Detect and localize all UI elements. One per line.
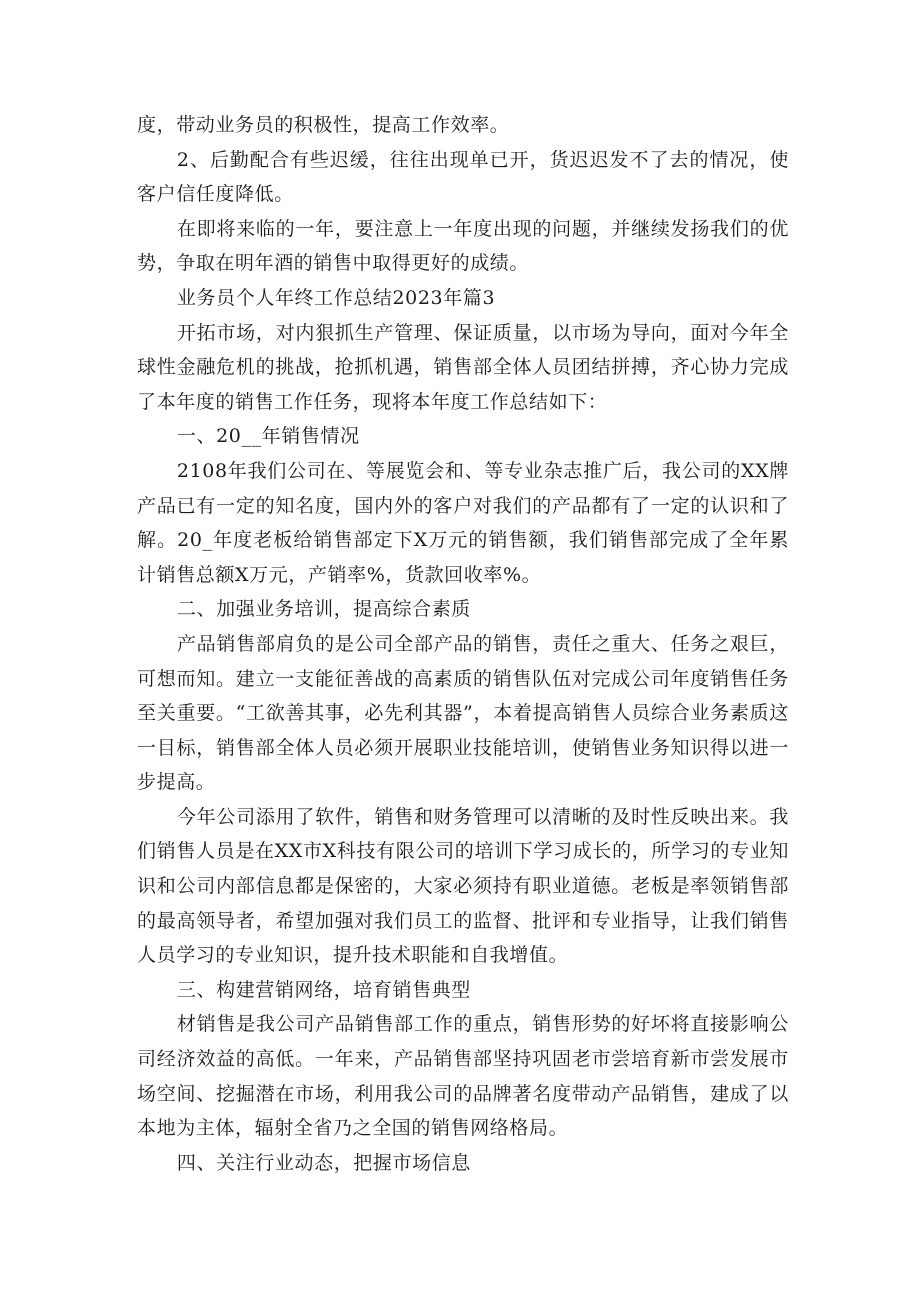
document-body bbox=[137, 108, 789, 1180]
paragraph-sales-status: 2108年我们公司在、等展览会和、等专业杂志推广后，我公司的XX牌产品已有一定的知名度，国内外的客户对我们的产品都有了一定的认识和了解。20_年度老板给销售部定下X万元的销售额，我们销售部完成了全年累计销售总额X万元，产销率%，货款回收率%。 bbox=[137, 459, 789, 586]
heading-network: 三、构建营销网络，培育销售典型 bbox=[176, 978, 471, 1001]
paragraph-logistics-issue: 2、后勤配合有些迟缓，往往出现单已开，货迟迟发不了去的情况，使客户信任度降低。 bbox=[137, 148, 789, 206]
paragraph-intro: 开拓市场，对内狠抓生产管理、保证质量，以市场为导向，面对今年全球性金融危机的挑战，抢抓机遇，销售部全体人员团结拼搏，齐心协力完成了本年度的销售工作任务，现将本年度工作总结如下： bbox=[137, 321, 789, 413]
paragraph-next-year: 在即将来临的一年，要注意上一年度出现的问题，并继续发扬我们的优势，争取在明年酒的销售中取得更好的成绩。 bbox=[137, 217, 789, 275]
paragraph-software: 今年公司添用了软件，销售和财务管理可以清晰的及时性反映出来。我们销售人员是在XX市X科技有限公司的培训下学习成长的，所学习的专业知识和公司内部信息都是保密的，大家必须持有职业道德。老板是率领销售部的最高领导者，希望加强对我们员工的监督、批评和专业指导，让我们销售人员学习的专业知识，提升技术职能和自我增值。 bbox=[137, 805, 789, 967]
heading-training: 二、加强业务培训，提高综合素质 bbox=[176, 598, 471, 621]
paragraph-continuation: 度，带动业务员的积极性，提高工作效率。 bbox=[137, 114, 510, 136]
heading-sales-status: 一、20__年销售情况 bbox=[176, 425, 360, 448]
paragraph-network: 材销售是我公司产品销售部工作的重点，销售形势的好坏将直接影响公司经济效益的高低。一年来，产品销售部坚持巩固老市尝培育新市尝发展市场空间、挖掘潜在市场，利用我公司的品牌著名度带动产品销售，建成了以本地为主体，辐射全省乃之全国的销售网络格局。 bbox=[137, 1013, 789, 1140]
paragraph-training: 产品销售部肩负的是公司全部产品的销售，责任之重大、任务之艰巨，可想而知。建立一支能征善战的高素质的销售队伍对完成公司年度销售任务至关重要。“工欲善其事，必先利其器”，本着提高销售人员综合业务素质这一目标，销售部全体人员必须开展职业技能培训，使销售业务知识得以进一步提高。 bbox=[137, 632, 789, 794]
heading-industry: 四、关注行业动态，把握市场信息 bbox=[176, 1151, 471, 1174]
section-title: 业务员个人年终工作总结2023年篇3 bbox=[176, 286, 496, 309]
